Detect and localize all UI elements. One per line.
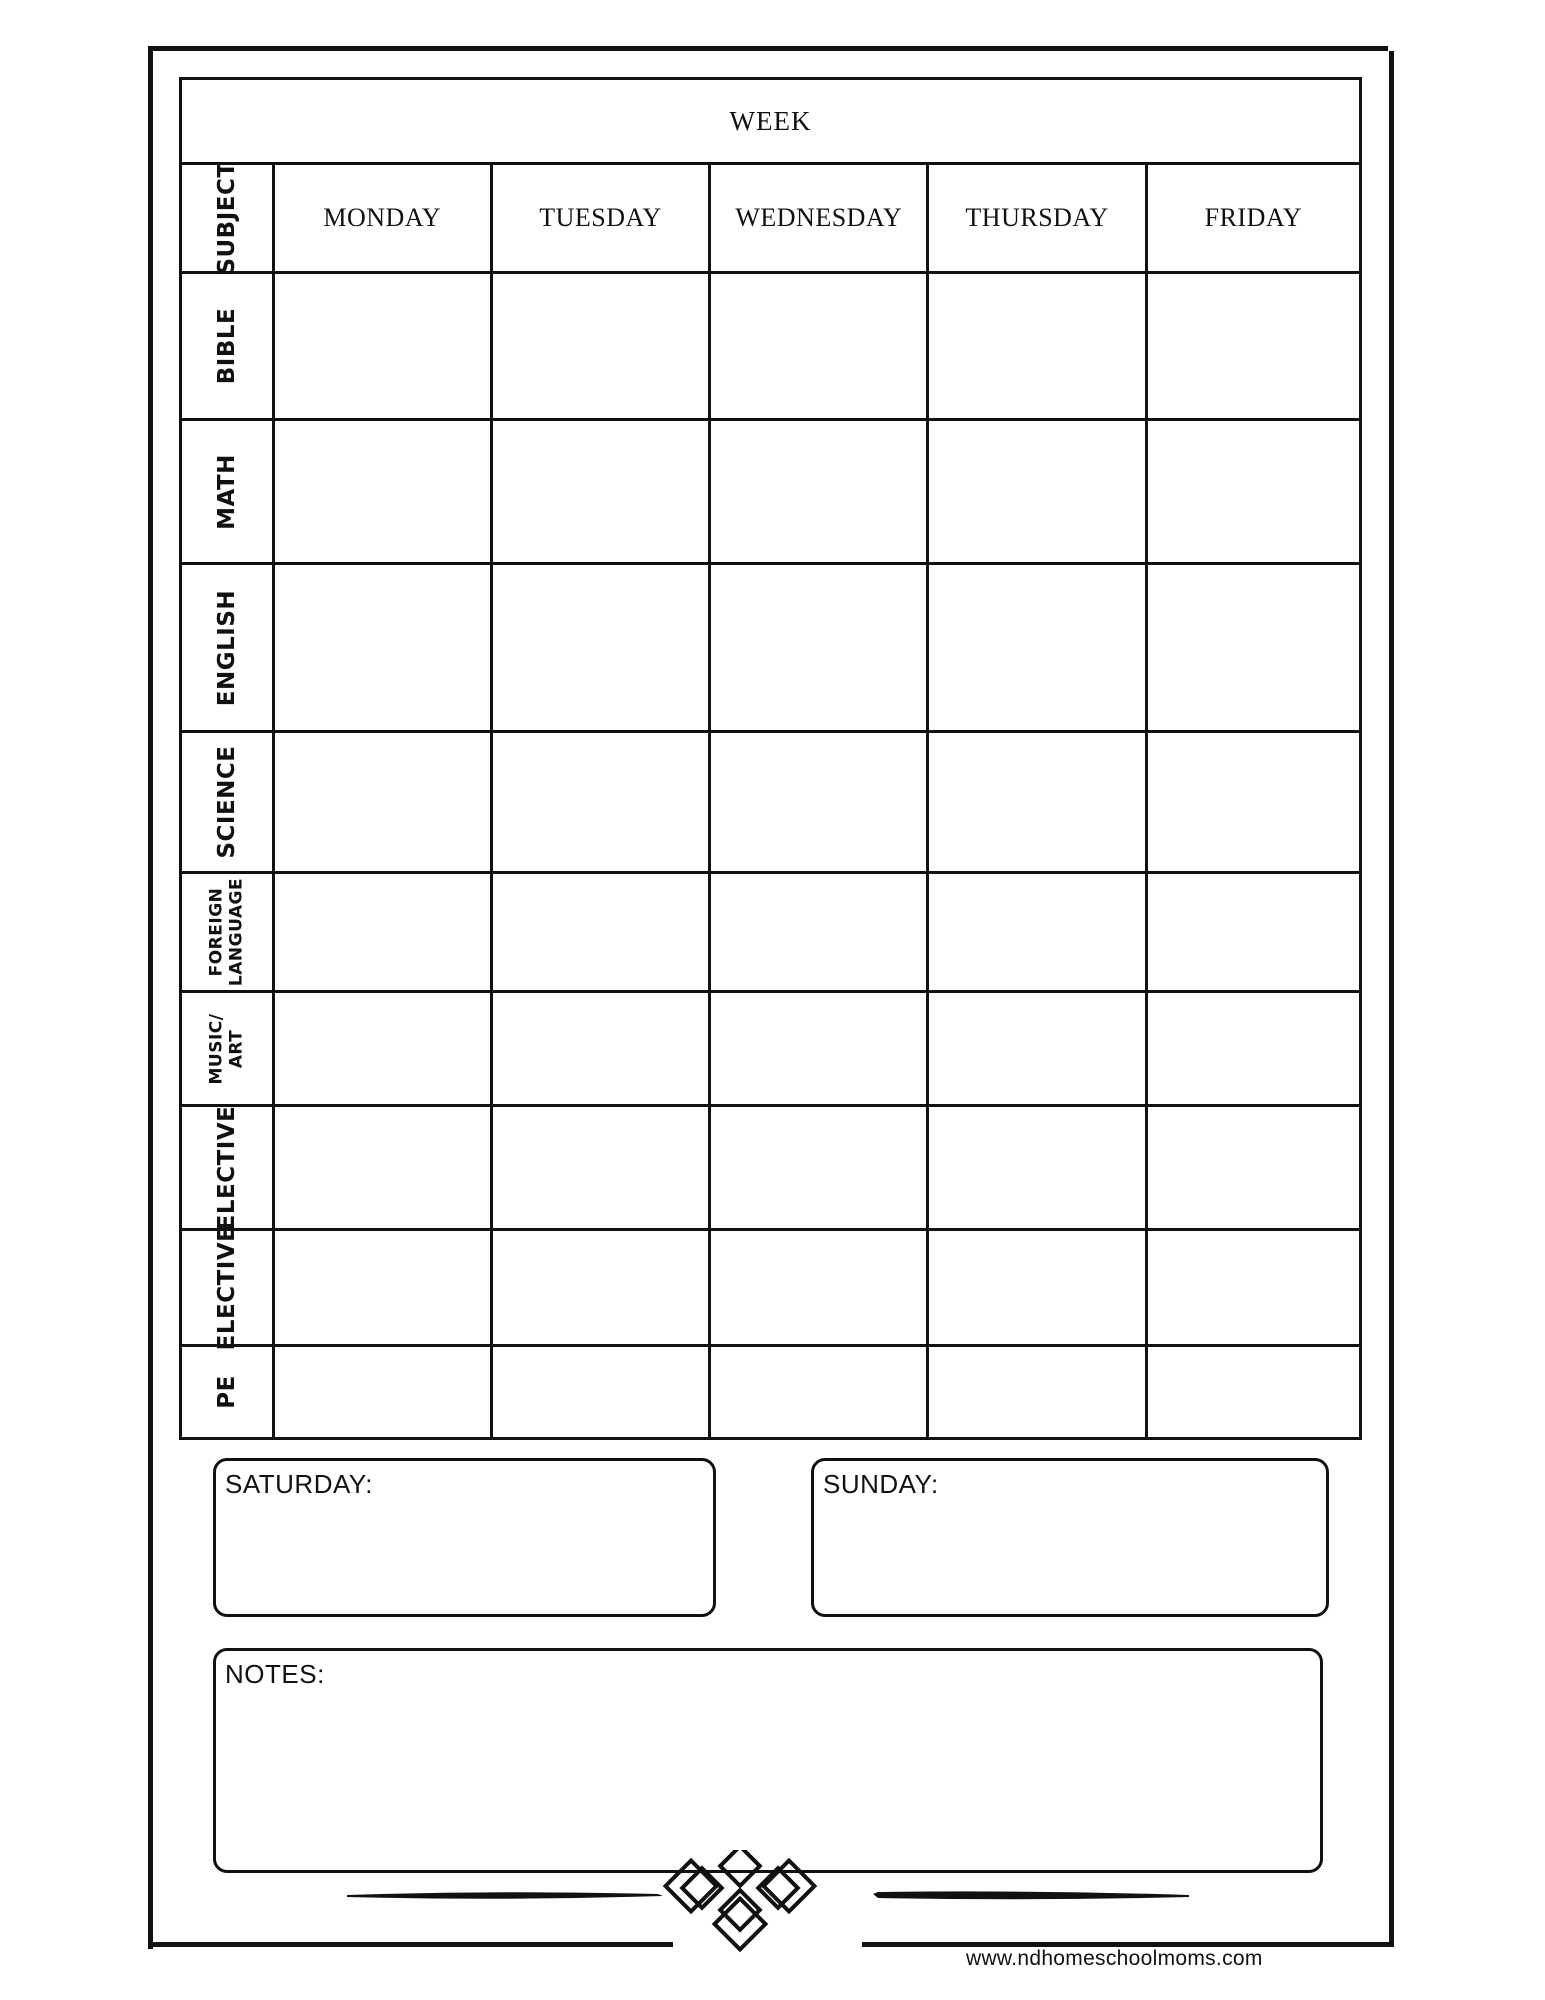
schedule-cell[interactable] [928,732,1146,873]
schedule-cell[interactable] [273,873,491,992]
sunday-label: SUNDAY: [823,1469,939,1499]
schedule-cell[interactable] [710,564,928,732]
subject-label: SUBJECT [213,161,240,275]
subject-header-cell [181,161,274,275]
subject-row [181,1346,1361,1439]
subject-cell [181,564,274,732]
subject-cell [181,1106,274,1230]
schedule-cell[interactable] [928,420,1146,564]
schedule-cell[interactable] [710,992,928,1106]
subject-cell [181,1346,274,1439]
schedule-cell[interactable] [710,732,928,873]
subject-label [207,1013,246,1084]
schedule-cell[interactable] [1146,873,1360,992]
subject-label-line: ART [225,1029,246,1068]
schedule-cell[interactable] [1146,564,1360,732]
subject-rows [181,273,1361,1439]
schedule-cell[interactable] [491,420,709,564]
subject-label [215,1225,239,1350]
subject-row [181,1230,1361,1346]
schedule-cell[interactable] [491,273,709,420]
schedule-cell[interactable] [491,1346,709,1439]
subject-row [181,564,1361,732]
subject-row [181,732,1361,873]
subject-label-line: ENGLISH [213,589,240,706]
subject-label [215,1105,239,1230]
schedule-cell[interactable] [491,1230,709,1346]
schedule-cell[interactable] [273,732,491,873]
subject-label-line: SCIENCE [213,745,240,859]
schedule-cell[interactable] [1146,1346,1360,1439]
week-label: WEEK [729,105,812,136]
notes-label: NOTES: [225,1659,325,1689]
schedule-cell[interactable] [710,420,928,564]
saturday-label: SATURDAY: [225,1469,374,1499]
subject-row [181,992,1361,1106]
subject-label-line: MATH [213,453,240,530]
subject-row [181,420,1361,564]
schedule-cell[interactable] [928,564,1146,732]
diamond-knot-icon [343,1850,1193,1960]
website-footer[interactable]: www.ndhomeschoolmoms.com [966,1947,1263,1970]
day-header-friday: FRIDAY [1146,164,1360,273]
subject-row [181,873,1361,992]
schedule-cell[interactable] [710,1346,928,1439]
subject-label-line: PE [213,1375,240,1409]
subject-label [215,1375,239,1409]
subject-cell [181,1225,274,1350]
subject-cell [181,420,274,564]
subject-label-line: MUSIC/ [206,1013,227,1084]
schedule-cell[interactable] [1146,992,1360,1106]
schedule-cell[interactable] [273,1106,491,1230]
schedule-cell[interactable] [710,1230,928,1346]
subject-label-line: ELECTIVE [213,1225,240,1350]
schedule-cell[interactable] [491,992,709,1106]
day-header-monday: MONDAY [273,164,491,273]
schedule-cell[interactable] [928,873,1146,992]
schedule-cell[interactable] [928,273,1146,420]
subject-cell [181,732,274,873]
schedule-cell[interactable] [491,1106,709,1230]
schedule-cell[interactable] [273,1230,491,1346]
subject-label [207,878,246,986]
schedule-cell[interactable] [710,873,928,992]
page-frame-top [148,46,1388,51]
schedule-cell[interactable] [928,1106,1146,1230]
schedule-cell[interactable] [273,1346,491,1439]
weekly-planner-table [179,77,1362,1440]
page-frame-right [1389,51,1394,1946]
day-header-wednesday: WEDNESDAY [710,164,928,273]
subject-label [215,589,239,705]
schedule-cell[interactable] [710,273,928,420]
schedule-cell[interactable] [928,992,1146,1106]
subject-label [215,745,239,858]
page-frame-left [148,48,153,1949]
day-header-thursday: THURSDAY [928,164,1146,273]
subject-cell [181,273,274,420]
subject-label [215,308,239,385]
subject-label-line: ELECTIVE [213,1105,240,1230]
schedule-cell[interactable] [491,732,709,873]
schedule-cell[interactable] [1146,1230,1360,1346]
schedule-cell[interactable] [928,1346,1146,1439]
subject-row [181,1106,1361,1230]
subject-cell [181,873,274,992]
week-header[interactable] [181,79,1361,164]
subject-label-line: FOREIGN [206,887,227,977]
subject-label [215,454,239,530]
schedule-cell[interactable] [1146,732,1360,873]
schedule-cell[interactable] [273,564,491,732]
day-header-tuesday: TUESDAY [491,164,709,273]
schedule-cell[interactable] [491,873,709,992]
schedule-cell[interactable] [710,1106,928,1230]
saturday-box[interactable] [213,1458,716,1617]
schedule-cell[interactable] [273,992,491,1106]
schedule-cell[interactable] [1146,1106,1360,1230]
subject-label-line: BIBLE [213,307,240,385]
schedule-cell[interactable] [273,273,491,420]
sunday-box[interactable] [811,1458,1329,1617]
schedule-cell[interactable] [1146,420,1360,564]
subject-row [181,273,1361,420]
schedule-cell[interactable] [491,564,709,732]
subject-label-line: LANGUAGE [225,877,246,987]
schedule-cell[interactable] [1146,273,1360,420]
subject-cell [181,992,274,1106]
notes-box[interactable] [213,1648,1323,1873]
schedule-cell[interactable] [273,420,491,564]
schedule-cell[interactable] [928,1230,1146,1346]
